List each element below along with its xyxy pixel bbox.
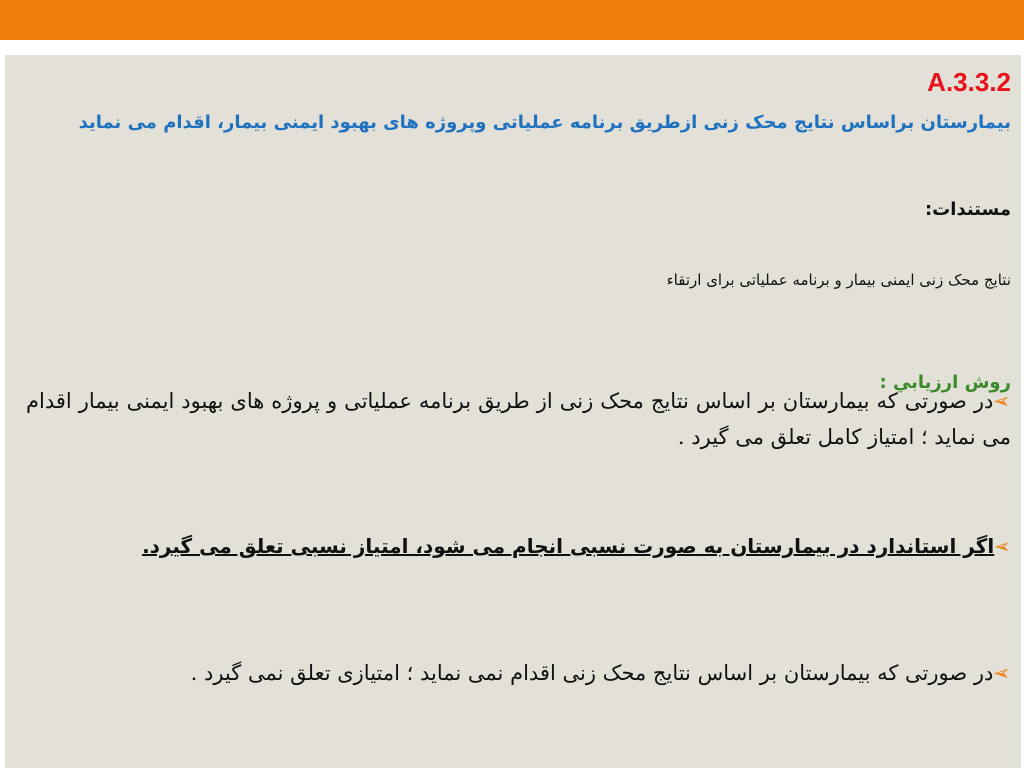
evaluation-method-label: روش ارزيابي : (879, 372, 1011, 393)
criterion-full-score (26, 383, 1011, 455)
arrow-bullet-icon: ➢ (993, 661, 1011, 685)
criterion-full-score-text: در صورتی که بیمارستان بر اساس نتایج محک زنی از طریق برنامه عملیاتی و پروژه های بهبود ایمنی بیمار اقدام می نماید ؛ امتیاز کامل تعلق می گیرد . (26, 389, 1011, 449)
slide-content-panel (5, 55, 1021, 768)
criterion-no-score (26, 655, 1011, 691)
criterion-no-score-text: در صورتی که بیمارستان بر اساس نتایج محک زنی اقدام نمی نماید ؛ امتیازی تعلق نمی گیرد . (190, 661, 994, 685)
documents-text: نتایج محک زنی ایمنی بیمار و برنامه عملیاتی برای ارتقاء (666, 271, 1011, 289)
criterion-partial-score (26, 527, 1011, 565)
documents-label: مستندات: (924, 199, 1011, 220)
section-code: A.3.3.2 (927, 67, 1011, 97)
arrow-bullet-icon: ➢ (994, 534, 1011, 558)
standard-heading: بیمارستان براساس نتایج محک زنی ازطریق برنامه عملیاتی وپروژه های بهبود ایمنی بیمار، اقدام می نماید (78, 112, 1011, 133)
top-accent-band (0, 0, 1024, 40)
criterion-partial-score-text: اگر استاندارد در بیمارستان به صورت نسبی انجام می شود، امتیاز نسبی تعلق می گیرد. (142, 534, 995, 558)
arrow-bullet-icon: ➢ (993, 389, 1011, 413)
